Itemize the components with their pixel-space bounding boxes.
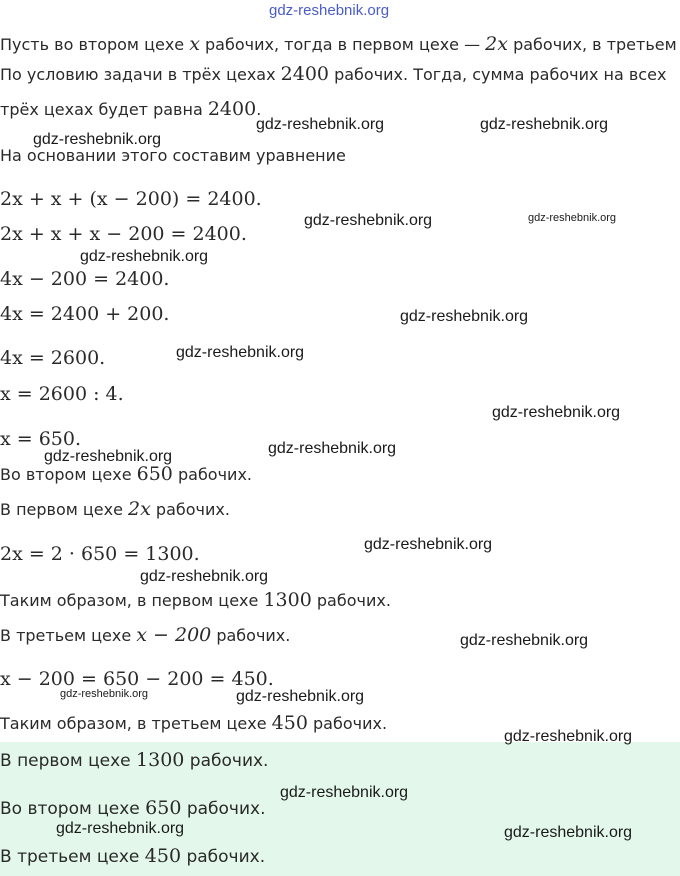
statement-third-shop xyxy=(0,625,290,646)
conclusion-first-shop xyxy=(0,590,391,611)
text: рабочих, в третьем xyxy=(507,35,677,54)
watermark: gdz-reshebnik.org xyxy=(504,728,633,745)
text: рабочих. xyxy=(181,799,266,819)
watermark: gdz-reshebnik.org xyxy=(80,248,209,265)
equation-line: 2x = 2 · 650 = 1300. xyxy=(0,543,200,565)
text: рабочих. xyxy=(181,847,266,867)
equation-line: x = 650. xyxy=(0,428,82,450)
math-number: 650 xyxy=(145,797,182,819)
math-number: 1300 xyxy=(136,749,185,771)
text: В первом цехе xyxy=(0,751,137,771)
answer-box xyxy=(0,742,680,876)
text: рабочих. xyxy=(184,751,269,771)
watermark: gdz-reshebnik.org xyxy=(256,116,385,133)
equation-line: 4x − 200 = 2400. xyxy=(0,268,170,290)
math-number: 1300 xyxy=(263,589,312,611)
text: рабочих. xyxy=(311,591,391,610)
conclusion-third-shop xyxy=(0,713,387,734)
equation-line: 2x + x + (x − 200) = 2400. xyxy=(0,188,262,210)
watermark: gdz-reshebnik.org xyxy=(33,131,162,148)
text: рабочих. xyxy=(150,500,230,519)
text: рабочих. Тогда, сумма рабочих на всех xyxy=(329,65,667,84)
problem-sentence-2 xyxy=(0,64,666,85)
watermark: gdz-reshebnik.org xyxy=(44,448,173,465)
equation-line: 4x = 2600. xyxy=(0,347,106,369)
text: рабочих. xyxy=(307,714,388,733)
math-number: 450 xyxy=(144,845,182,867)
watermark: gdz-reshebnik.org xyxy=(280,784,409,801)
statement-first-shop xyxy=(0,499,230,520)
math-x: x xyxy=(189,33,200,55)
answer-line xyxy=(0,798,266,819)
problem-sentence-3 xyxy=(0,99,261,120)
text: В третьем цехе xyxy=(0,626,137,645)
math-number: 450 xyxy=(271,712,308,734)
watermark: gdz-reshebnik.org xyxy=(236,688,365,705)
text: рабочих. xyxy=(211,626,291,645)
text: рабочих. xyxy=(172,465,252,484)
text: трёх цехах будет равна xyxy=(0,100,208,119)
equation-intro: На основании этого составим уравнение xyxy=(0,146,346,165)
text: Пусть во втором цехе xyxy=(0,35,190,54)
answer-line xyxy=(0,750,268,771)
watermark: gdz-reshebnik.org xyxy=(504,824,633,841)
text: Таким образом, в третьем цехе xyxy=(0,714,272,733)
answer-line xyxy=(0,846,265,867)
watermark: gdz-reshebnik.org xyxy=(140,568,269,585)
watermark: gdz-reshebnik.org xyxy=(400,308,529,325)
site-link[interactable]: gdz-reshebnik.org xyxy=(269,2,390,19)
text: Во втором цехе xyxy=(0,799,146,819)
math-number: 2400 xyxy=(207,98,257,120)
watermark: gdz-reshebnik.org xyxy=(480,116,609,133)
text: Таким образом, в первом цехе xyxy=(0,591,264,610)
math-expression: x − 200 xyxy=(136,624,212,646)
text: Во втором цехе xyxy=(0,465,137,484)
math-number: 2400 xyxy=(280,63,329,85)
equation-line: x = 2600 : 4. xyxy=(0,383,124,405)
math-2x: 2x xyxy=(128,498,151,520)
math-2x: 2x xyxy=(485,33,508,55)
text: По условию задачи в трёх цехах xyxy=(0,65,281,84)
watermark: gdz-reshebnik.org xyxy=(460,632,589,649)
statement-second-shop xyxy=(0,464,252,485)
math-number: 650 xyxy=(136,463,173,485)
watermark: gdz-reshebnik.org xyxy=(56,820,185,837)
text: рабочих, тогда в первом цехе — xyxy=(199,35,486,54)
watermark: gdz-reshebnik.org xyxy=(268,440,397,457)
watermark: gdz-reshebnik.org xyxy=(528,212,617,224)
equation-line: x − 200 = 650 − 200 = 450. xyxy=(0,668,274,690)
watermark: gdz-reshebnik.org xyxy=(60,688,149,700)
text: В первом цехе xyxy=(0,500,129,519)
watermark: gdz-reshebnik.org xyxy=(492,404,621,421)
equation-line: 4x = 2400 + 200. xyxy=(0,303,170,325)
watermark: gdz-reshebnik.org xyxy=(304,212,433,229)
text: . xyxy=(256,100,262,119)
problem-sentence-1 xyxy=(0,34,677,55)
text: В третьем цехе xyxy=(0,847,145,867)
equation-line: 2x + x + x − 200 = 2400. xyxy=(0,223,247,245)
watermark: gdz-reshebnik.org xyxy=(364,536,493,553)
watermark: gdz-reshebnik.org xyxy=(176,344,305,361)
